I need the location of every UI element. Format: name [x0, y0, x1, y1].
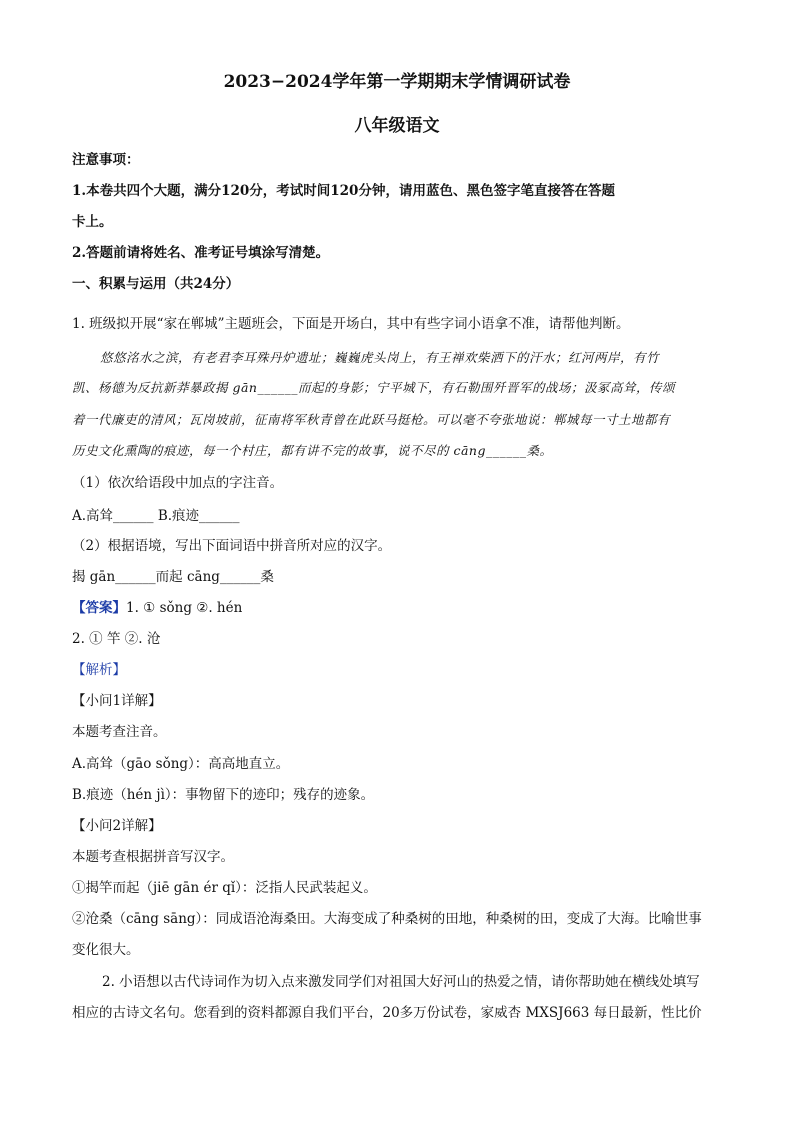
answer-tag: 【答案】 — [72, 600, 126, 616]
answer-line-2: 2. ① 竿 ②. 沧 — [72, 631, 161, 647]
passage-line-3: 着一代廉吏的清风；瓦岗坡前，征南将军秋青曾在此跃马挺枪。可以毫不夸张地说：郸城每一寸土地都有 — [72, 412, 671, 427]
sub-question-1: （1）依次给语段中加点的字注音。 — [72, 475, 284, 491]
detail-2-line-d: 变化很大。 — [72, 942, 140, 958]
detail-2-line-b: ①揭竿而起（jiē gān ér qǐ）：泛指人民武装起义。 — [72, 880, 377, 896]
detail-2-line-c: ②沧桑（cāng sāng）：同成语沧海桑田。大海变成了种桑树的田地，种桑树的田，变成了大海。比喻世事 — [72, 911, 702, 927]
question-2-line-1: 2. 小语想以古代诗词作为切入点来激发同学们对祖国大好河山的热爱之情，请你帮助她在横线处填写 — [102, 974, 700, 990]
passage-line-2: 凯、杨德为反抗新莽暴政揭 gān______而起的身影；宁平城下，有石勒围歼晋军的战场；汲冢高耸，传颂 — [72, 380, 675, 395]
notes-line-1-cont: 卡上。 — [72, 214, 113, 230]
exam-title: 2023−2024学年第一学期期末学情调研试卷 — [223, 72, 571, 92]
answer-row-1 — [72, 598, 722, 618]
detail-1-line-c: B.痕迹（hén jì）：事物留下的迹印；残存的迹象。 — [72, 787, 375, 803]
notes-heading: 注意事项： — [72, 152, 140, 168]
notes-line-2: 2.答题前请将姓名、准考证号填涂写清楚。 — [72, 245, 330, 261]
question-2-line-2: 相应的古诗文名句。您看到的资料都源自我们平台，20多万份试卷，家威杏 MXSJ663 每日最新，性比价 — [72, 1005, 702, 1021]
detail-2-line-a: 本题考查根据拼音写汉字。 — [72, 849, 234, 865]
sub-question-2-options: 揭 gān______而起 cāng______桑 — [72, 569, 274, 585]
passage-line-4: 历史文化熏陶的痕迹，每一个村庄，都有讲不完的故事，说不尽的 cāng______桑。 — [72, 443, 553, 458]
passage-line-1: 悠悠洺水之滨，有老君李耳殊丹炉遗址；巍巍虎头岗上，有王禅欢柴洒下的汗水；红河两岸，有竹 — [100, 350, 660, 365]
answer-line-1: 1. ① sǒng ②. hén — [126, 600, 243, 616]
sub-question-2: （2）根据语境，写出下面词语中拼音所对应的汉字。 — [72, 538, 392, 554]
question-1-stem: 1. 班级拟开展“家在郸城”主题班会，下面是开场白，其中有些字词小语拿不准，请帮他判断。 — [72, 316, 630, 332]
sub-question-1-options: A.高耸______ B.痕迹______ — [72, 508, 240, 524]
detail-2-tag: 【小问2详解】 — [72, 818, 162, 834]
detail-1-line-b: A.高耸（gāo sǒng）：高高地直立。 — [72, 756, 290, 772]
notes-line-1: 1.本卷共四个大题，满分120分，考试时间120分钟，请用蓝色、黑色签字笔直接答在答题 — [72, 183, 615, 199]
analysis-tag: 【解析】 — [72, 662, 126, 678]
section-1-heading: 一、积累与运用（共24分） — [72, 276, 240, 292]
detail-1-tag: 【小问1详解】 — [72, 693, 162, 709]
exam-subtitle: 八年级语文 — [354, 116, 440, 136]
detail-1-line-a: 本题考查注音。 — [72, 724, 167, 740]
